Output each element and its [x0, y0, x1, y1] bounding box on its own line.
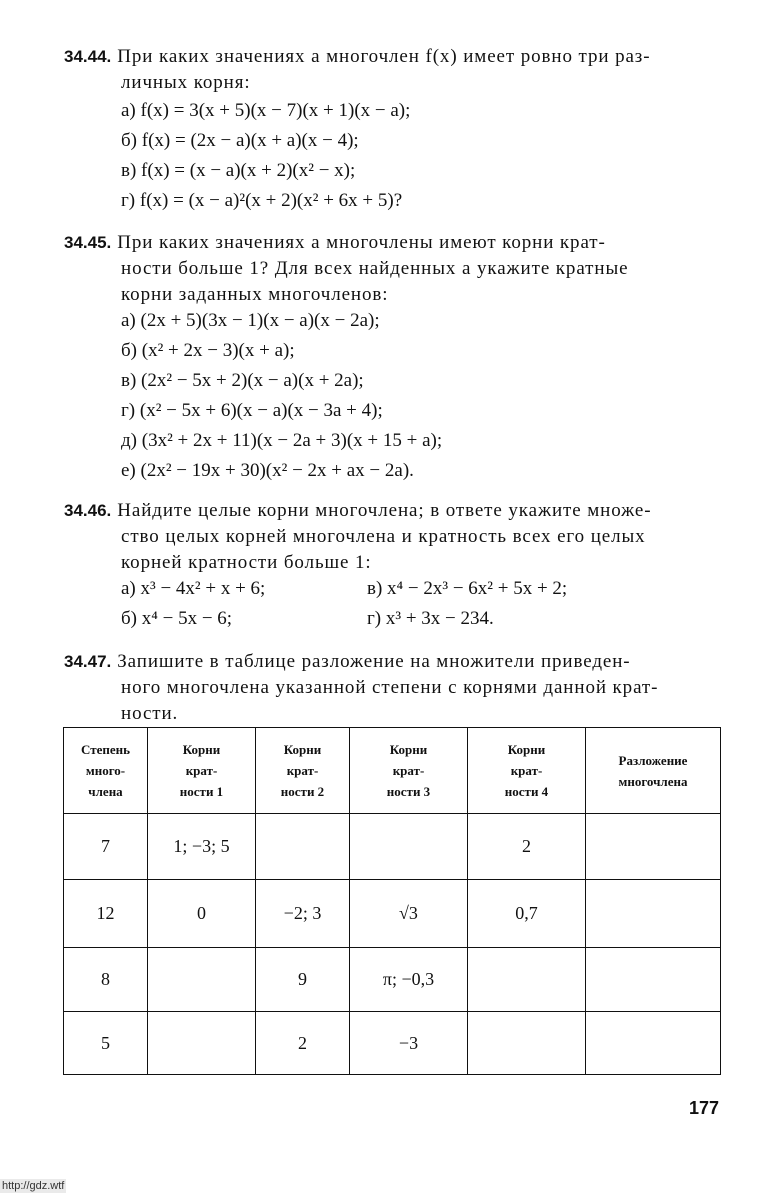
- table-header-cell: Корни крат- ности 2: [256, 728, 350, 814]
- table-cell: [148, 948, 256, 1012]
- table-cell: 7: [64, 814, 148, 880]
- table-row: [64, 814, 721, 880]
- problem-text-line: личных корня:: [121, 72, 251, 93]
- problem-item: а) (2x + 5)(3x − 1)(x − a)(x − 2a);: [121, 310, 380, 331]
- problem-item: а) x³ − 4x² + x + 6;: [121, 578, 266, 599]
- problem-number: 34.46.: [64, 501, 112, 520]
- problem-item: б) (x² + 2x − 3)(x + a);: [121, 340, 295, 361]
- table-cell: [350, 814, 468, 880]
- table-cell: [148, 1012, 256, 1075]
- watermark-link[interactable]: http://gdz.wtf: [2, 1180, 65, 1192]
- problem-text-line: корней кратности больше 1:: [121, 552, 372, 573]
- problem-item: в) x⁴ − 2x³ − 6x² + 5x + 2;: [367, 578, 568, 599]
- table-cell: 0,7: [468, 880, 586, 948]
- table-header-cell: Степень много- члена: [64, 728, 148, 814]
- problem-text-line: ности больше 1? Для всех найденных a укажите кратные: [121, 258, 629, 279]
- problem-item: б) x⁴ − 5x − 6;: [121, 608, 233, 629]
- roots-table: [63, 727, 721, 1075]
- problem-34-45: [64, 230, 724, 308]
- problem-item: е) (2x² − 19x + 30)(x² − 2x + ax − 2a).: [121, 460, 414, 481]
- problem-text-line: При каких значениях a многочлены имеют корни крат-: [117, 232, 606, 253]
- table-cell: π; −0,3: [350, 948, 468, 1012]
- problem-text-line: Запишите в таблице разложение на множители приведен-: [117, 651, 631, 672]
- table-cell: [586, 948, 721, 1012]
- problem-text-line: При каких значениях a многочлен f(x) имеет ровно три раз-: [117, 46, 651, 67]
- table-cell: 5: [64, 1012, 148, 1075]
- problem-text-line: корни заданных многочленов:: [121, 284, 389, 305]
- table-row: [64, 880, 721, 948]
- table-cell: [468, 1012, 586, 1075]
- problem-item: в) f(x) = (x − a)(x + 2)(x² − x);: [121, 160, 356, 181]
- problem-text-line: ство целых корней многочлена и кратность всех его целых: [121, 526, 646, 547]
- problem-item: а) f(x) = 3(x + 5)(x − 7)(x + 1)(x − a);: [121, 100, 411, 121]
- problem-number: 34.44.: [64, 47, 112, 66]
- table-cell: 9: [256, 948, 350, 1012]
- table-cell: [586, 880, 721, 948]
- table-cell: √3: [350, 880, 468, 948]
- problem-number: 34.47.: [64, 652, 112, 671]
- table-cell: [586, 1012, 721, 1075]
- table-header-cell: Корни крат- ности 3: [350, 728, 468, 814]
- table-cell: [468, 948, 586, 1012]
- table-cell: 12: [64, 880, 148, 948]
- table-cell: 2: [468, 814, 586, 880]
- table-cell: 0: [148, 880, 256, 948]
- table-row: [64, 1012, 721, 1075]
- problem-item: б) f(x) = (2x − a)(x + a)(x − 4);: [121, 130, 359, 151]
- table-cell: 8: [64, 948, 148, 1012]
- table-cell: 1; −3; 5: [148, 814, 256, 880]
- table-row: [64, 948, 721, 1012]
- table-cell: −2; 3: [256, 880, 350, 948]
- table-header-cell: Корни крат- ности 1: [148, 728, 256, 814]
- table-cell: [586, 814, 721, 880]
- table-header-cell: Корни крат- ности 4: [468, 728, 586, 814]
- problem-item: г) (x² − 5x + 6)(x − a)(x − 3a + 4);: [121, 400, 383, 421]
- table-cell: 2: [256, 1012, 350, 1075]
- page-number: 177: [688, 1098, 719, 1118]
- problem-34-44: [64, 44, 724, 96]
- problem-item: г) x³ + 3x − 234.: [367, 608, 494, 629]
- problem-text-line: ного многочлена указанной степени с корнями данной крат-: [121, 677, 659, 698]
- problem-text-line: ности.: [121, 703, 179, 724]
- table-cell: [256, 814, 350, 880]
- problem-number: 34.45.: [64, 233, 112, 252]
- problem-item: в) (2x² − 5x + 2)(x − a)(x + 2a);: [121, 370, 364, 391]
- table-header-row: [64, 728, 721, 814]
- problem-item: д) (3x² + 2x + 11)(x − 2a + 3)(x + 15 + a);: [121, 430, 443, 451]
- table-cell: −3: [350, 1012, 468, 1075]
- problem-text-line: Найдите целые корни многочлена; в ответе укажите множе-: [117, 500, 652, 521]
- problem-34-47: [64, 649, 724, 727]
- table-header-cell: Разложение многочлена: [586, 728, 721, 814]
- problem-item: г) f(x) = (x − a)²(x + 2)(x² + 6x + 5)?: [121, 190, 403, 211]
- problem-34-46: [64, 498, 724, 576]
